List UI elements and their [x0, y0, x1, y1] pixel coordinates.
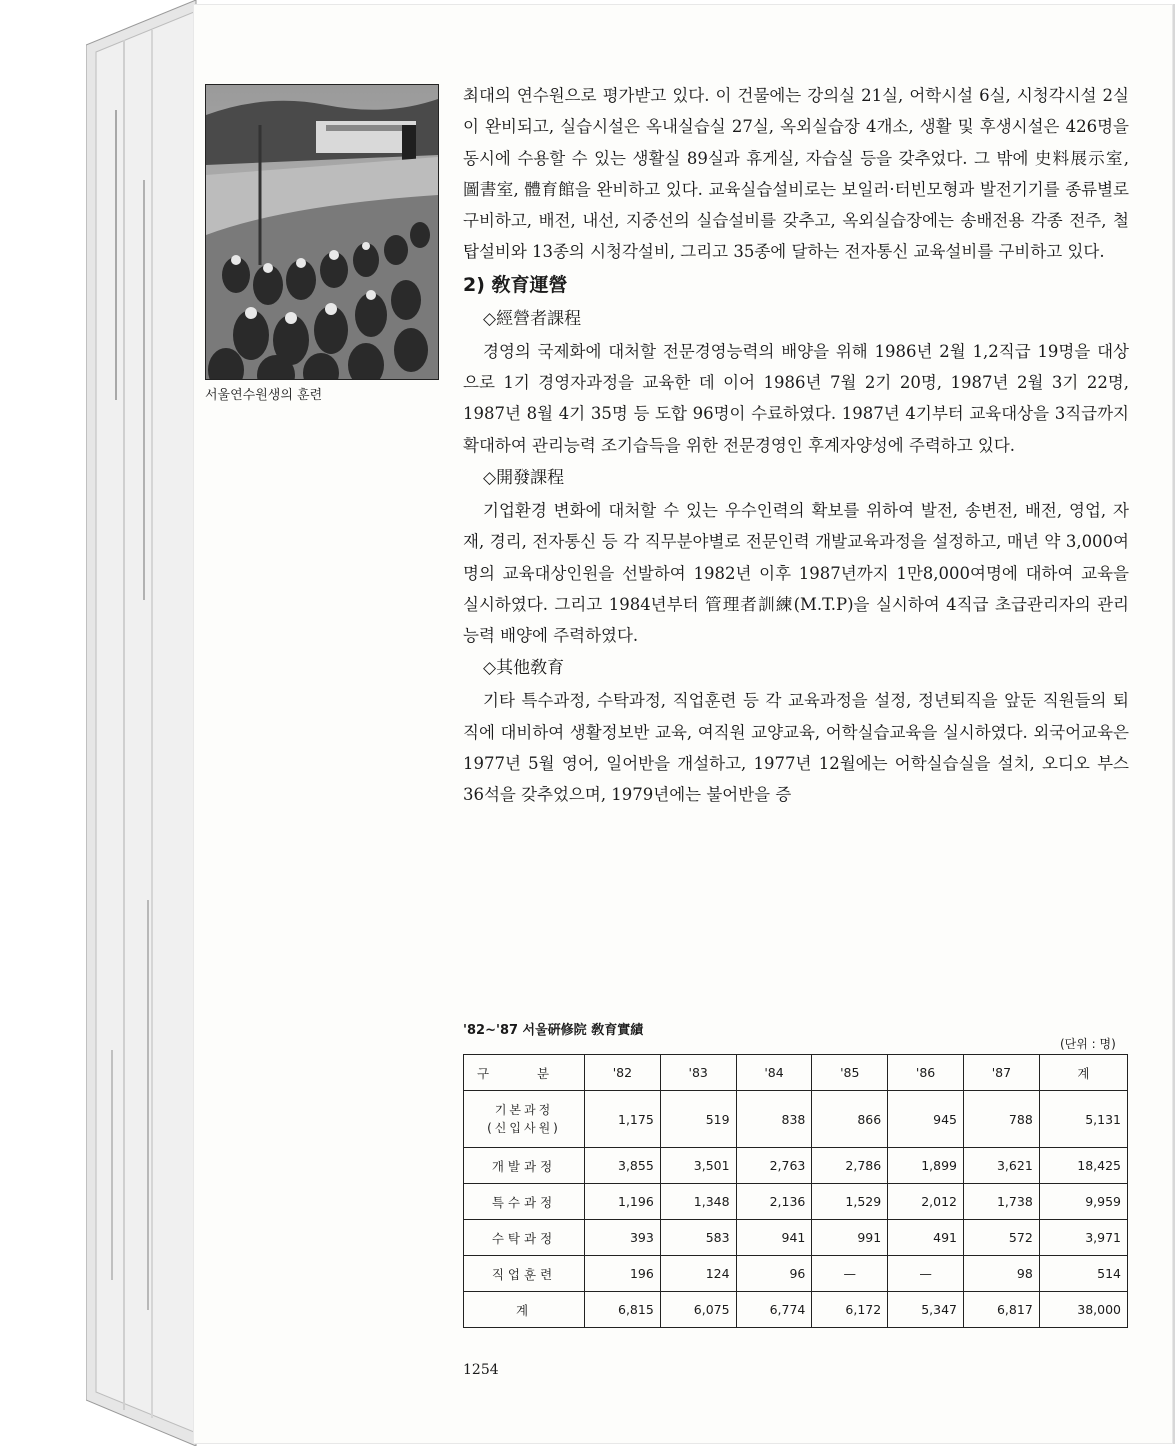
- table-cell: 5,347: [888, 1292, 964, 1328]
- table-cell: 6,075: [660, 1292, 736, 1328]
- table-cell: 124: [660, 1256, 736, 1292]
- table-header-cell: '84: [736, 1055, 812, 1091]
- row-label-main: 기본과정: [494, 1103, 554, 1117]
- table-total-row: [464, 1292, 1128, 1328]
- intro-paragraph: 최대의 연수원으로 평가받고 있다. 이 건물에는 강의실 21실, 어학시설 6실, 시청각시설 2실이 완비되고, 실습시설은 옥내실습실 27실, 옥외실습장 4개소, 생활 및 후생시설은 426명을 동시에 수용할 수 있는 생활실 89실과 휴게실, 자습실 등을 갖추었다. 그 밖에 史料展示室, 圖書室, 體育館을 완비하고 있다. 교육실습설비로는 보일러·터빈모형과 발전기기를 종류별로 구비하고, 배전, 내선, 지중선의 실습설비를 갖추고, 옥외실습장에는 송배전용 각종 전주, 철탑설비와 13종의 시청각설비, 그리고 35종에 달하는 전자통신 교육설비를 구비하고 있다.: [463, 86, 1129, 262]
- page-number: 1254: [463, 1362, 499, 1378]
- table-cell: 6,817: [963, 1292, 1039, 1328]
- training-photo-image: [206, 85, 438, 379]
- table-header-cell: '82: [585, 1055, 661, 1091]
- table-cell: 2,012: [888, 1184, 964, 1220]
- table-header-cell: '83: [660, 1055, 736, 1091]
- table-cell: 941: [736, 1220, 812, 1256]
- table-cell: 514: [1039, 1256, 1127, 1292]
- table-cell: 3,621: [963, 1148, 1039, 1184]
- table-cell: 572: [963, 1220, 1039, 1256]
- table-cell: 6,172: [812, 1292, 888, 1328]
- table-cell: 2,786: [812, 1148, 888, 1184]
- table-row: [464, 1220, 1128, 1256]
- table-cell: 3,501: [660, 1148, 736, 1184]
- table-cell: 9,959: [1039, 1184, 1127, 1220]
- table-row: [464, 1091, 1128, 1148]
- table-header-row: [464, 1055, 1128, 1091]
- subsection-paragraph: 경영의 국제화에 대처할 전문경영능력의 배양을 위해 1986년 2월 1,2직급 19명을 대상으로 1기 경영자과정을 교육한 데 이어 1986년 7월 2기 20명, 1987년 2월 3기 22명, 1987년 8월 4기 35명 등 도합 96명이 수료하였다. 1987년 4기부터 교육대상을 3직급까지 확대하여 관리능력 조기습득을 위한 전문경영인 후계자양성에 주력하고 있다.: [463, 341, 1129, 455]
- training-photo: [205, 84, 439, 380]
- table-row: [464, 1184, 1128, 1220]
- table-header-cell: '85: [812, 1055, 888, 1091]
- table-cell: 98: [963, 1256, 1039, 1292]
- table-row: [464, 1148, 1128, 1184]
- book-page-stack: [86, 0, 198, 1446]
- table-cell: 196: [585, 1256, 661, 1292]
- table-cell: 991: [812, 1220, 888, 1256]
- row-label: 직업훈련: [464, 1256, 585, 1292]
- table-cell: 1,738: [963, 1184, 1039, 1220]
- subsection-title: ◇開發課程: [483, 467, 565, 488]
- table-cell: 1,175: [585, 1091, 661, 1148]
- table-cell: 38,000: [1039, 1292, 1127, 1328]
- table-cell: 583: [660, 1220, 736, 1256]
- table-cell: 1,899: [888, 1148, 964, 1184]
- table-header-cell: '86: [888, 1055, 964, 1091]
- table-cell: 2,763: [736, 1148, 812, 1184]
- table-cell: —: [812, 1256, 888, 1292]
- table-cell: 945: [888, 1091, 964, 1148]
- row-label: 수탁과정: [464, 1220, 585, 1256]
- table-cell: 866: [812, 1091, 888, 1148]
- row-label: 특수과정: [464, 1184, 585, 1220]
- table-cell: 788: [963, 1091, 1039, 1148]
- photo-caption: 서울연수원생의 훈련: [205, 388, 323, 403]
- table-cell: 18,425: [1039, 1148, 1127, 1184]
- table-cell: 491: [888, 1220, 964, 1256]
- table-row: [464, 1256, 1128, 1292]
- table-cell: 393: [585, 1220, 661, 1256]
- table-cell: 2,136: [736, 1184, 812, 1220]
- table-cell: 519: [660, 1091, 736, 1148]
- section-heading: 2) 敎育運營: [463, 273, 568, 296]
- table-header-cell: 계: [1039, 1055, 1127, 1091]
- row-label: 개발과정: [464, 1148, 585, 1184]
- table-unit: (단위 : 명): [1060, 1037, 1116, 1051]
- row-label: 계: [464, 1292, 585, 1328]
- subsection-paragraph: 기업환경 변화에 대처할 수 있는 우수인력의 확보를 위하여 발전, 송변전, 배전, 영업, 자재, 경리, 전자통신 등 각 직무분야별로 전문인력 개발교육과정을 설정하고, 매년 약 3,000여명의 교육대상인원을 선발하여 1982년 이후 1987년까지 1만8,000여명에 대하여 교육을 실시하였다. 그리고 1984년부터 管理者訓練(M.T.P)을 실시하여 4직급 초급관리자의 관리능력 배양에 주력하였다.: [463, 500, 1129, 646]
- table-cell: 96: [736, 1256, 812, 1292]
- table-header-cell: '87: [963, 1055, 1039, 1091]
- table-cell: 6,815: [585, 1292, 661, 1328]
- row-label: [464, 1091, 585, 1148]
- table-cell: 3,971: [1039, 1220, 1127, 1256]
- table-cell: 1,348: [660, 1184, 736, 1220]
- subsection-title: ◇其他敎育: [483, 658, 565, 679]
- table-title: '82~'87 서울硏修院 敎育實績: [463, 1023, 644, 1038]
- row-label-sub: (신입사원): [487, 1121, 561, 1135]
- table-cell: 3,855: [585, 1148, 661, 1184]
- table-header-cell: 구 분: [464, 1055, 585, 1091]
- table-cell: 1,529: [812, 1184, 888, 1220]
- table-cell: 838: [736, 1091, 812, 1148]
- table-cell: 1,196: [585, 1184, 661, 1220]
- table-cell: 6,774: [736, 1292, 812, 1328]
- subsection-title: ◇經營者課程: [483, 308, 582, 329]
- table-cell: —: [888, 1256, 964, 1292]
- body-text: [463, 80, 1129, 811]
- table-cell: 5,131: [1039, 1091, 1127, 1148]
- subsection-paragraph: 기타 특수과정, 수탁과정, 직업훈련 등 각 교육과정을 설정, 정년퇴직을 앞둔 직원들의 퇴직에 대비하여 생활정보반 교육, 여직원 교양교육, 어학실습교육을 실시하였다. 외국어교육은 1977년 5월 영어, 일어반을 개설하고, 1977년 12월에는 어학실습실을 설치, 오디오 부스 36석을 갖추었으며, 1979년에는 불어반을 증: [463, 691, 1129, 805]
- education-results-table: [463, 1054, 1128, 1328]
- page-stack-graphic: [86, 0, 198, 1446]
